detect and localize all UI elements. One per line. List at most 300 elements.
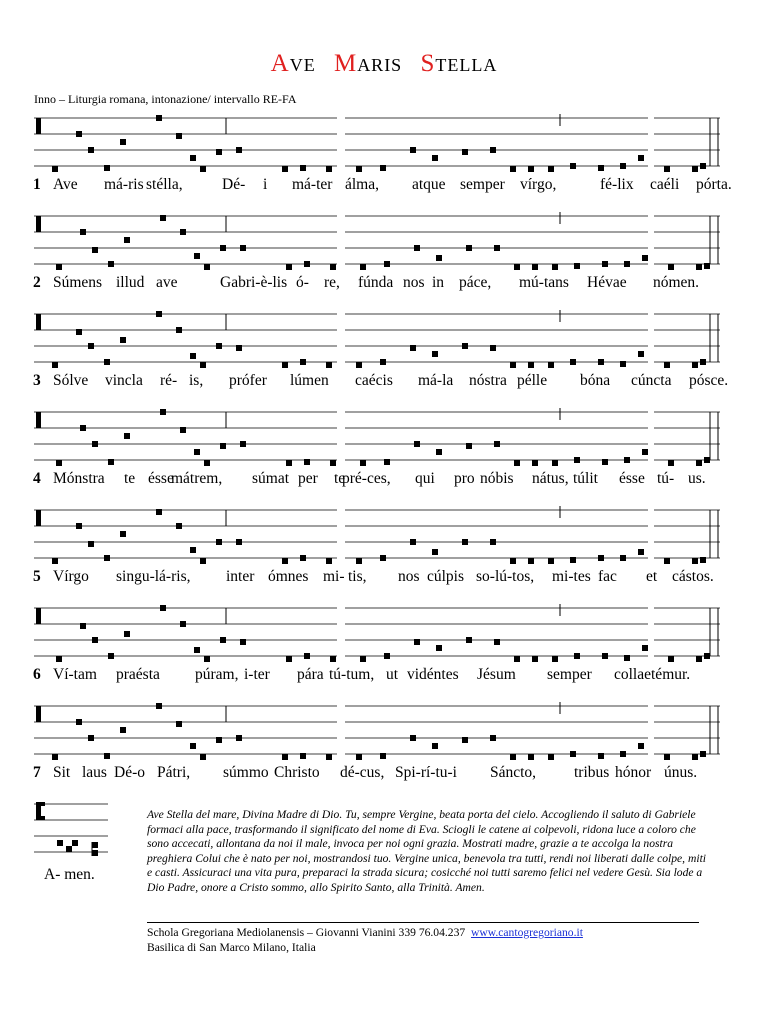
neume-note: [330, 656, 336, 662]
neume-note: [414, 639, 420, 645]
neume-note: [360, 656, 366, 662]
neume-note: [92, 637, 98, 643]
neume-note: [414, 441, 420, 447]
staff: [0, 406, 768, 466]
neume-note: [356, 362, 362, 368]
lyric-syllable: Sáncto,: [490, 764, 537, 781]
lyric-syllable: má-la: [418, 372, 454, 389]
footer-divider: [147, 922, 699, 923]
neume-note: [56, 460, 62, 466]
subtitle: Inno – Liturgia romana, intonazione/ intervallo RE-FA: [34, 92, 297, 106]
neume-note: [570, 557, 576, 563]
neume-note: [624, 457, 630, 463]
neume-note: [436, 449, 442, 455]
neume-note: [216, 149, 222, 155]
neume-note: [160, 605, 166, 611]
lyric-syllable: collaetémur.: [614, 666, 691, 683]
neume-note: [700, 751, 706, 757]
neume-note: [638, 351, 644, 357]
neume-note: [602, 459, 608, 465]
neume-note: [326, 166, 332, 172]
neume-note: [570, 751, 576, 757]
neume-note: [532, 460, 538, 466]
neume-note: [638, 549, 644, 555]
neume-note: [286, 656, 292, 662]
neume-note: [700, 557, 706, 563]
neume-note: [494, 441, 500, 447]
neume-note: [466, 443, 472, 449]
website-link[interactable]: www.cantogregoriano.it: [471, 926, 583, 939]
lyric-syllable: caéli: [650, 176, 680, 193]
lyric-syllable: nos: [398, 568, 420, 585]
lyric-syllable: et: [646, 568, 658, 585]
neume-note: [668, 460, 674, 466]
chant-system: [0, 602, 768, 700]
lyric-syllable: ésse: [619, 470, 645, 487]
neume-note: [282, 362, 288, 368]
lyric-syllable: mú-tans: [519, 274, 569, 291]
neume-note: [692, 166, 698, 172]
neume-note: [240, 639, 246, 645]
lyric-syllable: te: [334, 470, 346, 487]
lyric-syllable: ut: [386, 666, 399, 683]
neume-note: [156, 115, 162, 121]
lyric-syllable: súmmo: [223, 764, 269, 781]
lyric-syllable: prófer: [229, 372, 267, 389]
lyric-syllable: Ave: [53, 176, 78, 193]
neume-note: [52, 754, 58, 760]
lyric-syllable: vírgo,: [520, 176, 557, 193]
lyric-syllable: stélla,: [146, 176, 183, 193]
neume-note: [384, 653, 390, 659]
neume-note: [240, 441, 246, 447]
lyric-syllable: Súmens: [53, 274, 103, 291]
lyric-syllable: caécis: [355, 372, 393, 389]
neume-note: [200, 362, 206, 368]
neume-note: [380, 165, 386, 171]
amen-staff-svg: [0, 798, 130, 868]
lyric-syllable: únus.: [664, 764, 698, 781]
neume-note: [664, 558, 670, 564]
lyric-syllable: ave: [156, 274, 178, 291]
verse-number: 7: [33, 764, 41, 781]
neume-note: [104, 555, 110, 561]
neume-note: [528, 558, 534, 564]
neume-note: [696, 264, 702, 270]
lyric-syllable: Pátri,: [157, 764, 191, 781]
neume-note: [120, 727, 126, 733]
lyric-syllable: bóna: [580, 372, 611, 389]
neume-note: [326, 754, 332, 760]
neume-note: [160, 409, 166, 415]
neume-note: [200, 754, 206, 760]
neume-note: [598, 359, 604, 365]
neume-note: [216, 343, 222, 349]
neume-note: [410, 345, 416, 351]
neume-note: [124, 237, 130, 243]
neume-note: [692, 754, 698, 760]
lyric-syllable: fúnda: [358, 274, 394, 291]
neume-note: [356, 558, 362, 564]
neume-note: [286, 460, 292, 466]
neume-note: [80, 623, 86, 629]
lyric-syllable: súmat: [252, 470, 290, 487]
lyric-syllable: pré-ces,: [342, 470, 391, 487]
neume-note: [104, 753, 110, 759]
neume-note: [304, 653, 310, 659]
neume-note: [326, 362, 332, 368]
verse-number: 1: [33, 176, 41, 193]
neume-note: [356, 166, 362, 172]
lyric-syllable: inter: [226, 568, 255, 585]
do-clef-icon: [36, 706, 41, 722]
neume-note: [176, 133, 182, 139]
neume-note: [200, 166, 206, 172]
staff: [0, 700, 768, 760]
lyric-syllable: vidéntes: [407, 666, 459, 683]
neume-note: [570, 359, 576, 365]
lyric-syllable: dé-cus,: [340, 764, 385, 781]
lyric-syllable: illud: [116, 274, 145, 291]
neume-note: [380, 555, 386, 561]
chant-system: [0, 700, 768, 798]
neume-note: [624, 655, 630, 661]
lyric-syllable: túlit: [573, 470, 598, 487]
footer-credit: Schola Gregoriana Mediolanensis – Giovanni Vianini 339 76.04.237: [147, 926, 466, 939]
neume-note: [638, 743, 644, 749]
lyric-syllable: Sit: [53, 764, 71, 781]
do-clef-icon: [36, 118, 41, 134]
lyric-syllable: Gabri-è-lis: [220, 274, 288, 291]
neume-note: [220, 443, 226, 449]
staff: [0, 308, 768, 368]
neume-note: [220, 245, 226, 251]
neume-note: [664, 166, 670, 172]
neume-note: [176, 721, 182, 727]
neume-note: [602, 261, 608, 267]
neume-note: [466, 245, 472, 251]
neume-note: [190, 353, 196, 359]
neume-note: [602, 653, 608, 659]
lyric-syllable: re,: [324, 274, 340, 291]
neume-note: [704, 653, 710, 659]
neume-note: [552, 460, 558, 466]
neume-note: [548, 558, 554, 564]
neume-note: [108, 459, 114, 465]
neume-note: [304, 459, 310, 465]
lyric-syllable: má-ter: [292, 176, 333, 193]
lyric-syllable: ó-: [296, 274, 309, 291]
lyric-syllable: Hévae: [587, 274, 627, 291]
neume-note: [514, 656, 520, 662]
lyric-syllable: nóbis: [480, 470, 514, 487]
neume-note: [462, 737, 468, 743]
neume-note: [692, 558, 698, 564]
neume-note: [176, 327, 182, 333]
neume-note: [700, 163, 706, 169]
chant-system: [0, 504, 768, 602]
lyric-syllable: Ví-tam: [53, 666, 97, 683]
neume-note: [432, 351, 438, 357]
lyric-syllable: ésse: [148, 470, 174, 487]
lyric-syllable: us.: [688, 470, 706, 487]
do-clef-icon: [36, 412, 41, 428]
neume-note: [528, 166, 534, 172]
neume-note: [490, 147, 496, 153]
neume-note: [380, 359, 386, 365]
neume-note: [620, 555, 626, 561]
footer-address: Basilica di San Marco Milano, Italia: [147, 941, 316, 954]
neume-note: [574, 653, 580, 659]
neume-note: [598, 555, 604, 561]
chant-system: [0, 406, 768, 504]
neume-note: [104, 359, 110, 365]
neume-note: [510, 166, 516, 172]
neume-note: [92, 247, 98, 253]
neume-note: [462, 343, 468, 349]
lyric-syllable: cúlpis: [427, 568, 465, 585]
neume-note: [642, 645, 648, 651]
lyric-syllable: Mónstra: [53, 470, 105, 487]
neume-note: [638, 155, 644, 161]
neume-note: [76, 131, 82, 137]
lyric-syllable: is,: [189, 372, 204, 389]
neume-note: [76, 719, 82, 725]
neume-note: [548, 166, 554, 172]
neume-note: [304, 261, 310, 267]
neume-note: [668, 264, 674, 270]
lyric-syllable: má-ris: [104, 176, 144, 193]
lyric-syllable: Vírgo: [53, 568, 89, 585]
staff: [0, 504, 768, 564]
neume-note: [494, 639, 500, 645]
neume-note: [220, 637, 226, 643]
do-clef-icon: [36, 314, 41, 330]
neume-note: [176, 523, 182, 529]
neume-note: [384, 261, 390, 267]
lyric-syllable: pro: [454, 470, 475, 487]
neume-note: [410, 147, 416, 153]
lyric-syllable: cúncta: [631, 372, 672, 389]
neume-note: [104, 165, 110, 171]
neume-note: [704, 457, 710, 463]
neume-note: [204, 460, 210, 466]
lyric-syllable: pélle: [517, 372, 548, 389]
neume-note: [490, 345, 496, 351]
neume-note: [466, 637, 472, 643]
lyric-syllable: nátus,: [532, 470, 569, 487]
neume-note: [88, 735, 94, 741]
lyric-syllable: púram,: [195, 666, 239, 683]
neume-note: [204, 264, 210, 270]
lyric-syllable: laus: [82, 764, 107, 781]
verse-number: 3: [33, 372, 41, 389]
neume-note: [108, 653, 114, 659]
neume-note: [462, 539, 468, 545]
neume-note: [52, 362, 58, 368]
lyric-syllable: páce,: [459, 274, 492, 291]
chant-system: [0, 308, 768, 406]
lyric-syllable: so-lú-tos,: [476, 568, 535, 585]
do-clef-icon: [36, 608, 41, 624]
neume-note: [410, 539, 416, 545]
lyric-syllable: Christo: [274, 764, 320, 781]
do-clef-icon: [36, 510, 41, 526]
neume-note: [92, 441, 98, 447]
lyric-syllable: vincla: [105, 372, 143, 389]
neume-note: [642, 255, 648, 261]
chant-system: [0, 210, 768, 308]
neume-note: [620, 361, 626, 367]
neume-note: [240, 245, 246, 251]
neume-note: [194, 449, 200, 455]
neume-note: [668, 656, 674, 662]
lyric-syllable: mi-: [323, 568, 345, 585]
neume-note: [490, 539, 496, 545]
neume-note: [548, 754, 554, 760]
lyric-syllable: per: [298, 470, 318, 487]
neume-note: [80, 425, 86, 431]
neume-note: [574, 263, 580, 269]
verse-number: 2: [33, 274, 41, 291]
neume-note: [432, 549, 438, 555]
neume-note: [204, 656, 210, 662]
neume-note: [360, 264, 366, 270]
lyric-syllable: i-ter: [244, 666, 270, 683]
lyric-syllable: pósce.: [689, 372, 729, 389]
lyric-syllable: te: [124, 470, 136, 487]
neume-note: [216, 539, 222, 545]
neume-note: [236, 147, 242, 153]
staff: [0, 602, 768, 662]
neume-note: [124, 433, 130, 439]
verse-number: 6: [33, 666, 41, 683]
neume-note: [664, 362, 670, 368]
neume-note: [696, 656, 702, 662]
neume-note: [696, 460, 702, 466]
lyric-syllable: Jésum: [477, 666, 516, 683]
neume-note: [286, 264, 292, 270]
neume-note: [76, 329, 82, 335]
neume-note: [432, 155, 438, 161]
neume-note: [432, 743, 438, 749]
neume-note: [194, 253, 200, 259]
lyric-syllable: tú-: [657, 470, 675, 487]
lyric-syllable: nos: [403, 274, 425, 291]
neume-note: [236, 345, 242, 351]
lyric-syllable: tú-tum,: [329, 666, 375, 683]
neume-note: [384, 459, 390, 465]
neume-note: [620, 163, 626, 169]
neume-note: [330, 264, 336, 270]
neume-note: [160, 215, 166, 221]
neume-note: [490, 735, 496, 741]
lyric-syllable: cástos.: [672, 568, 714, 585]
lyric-syllable: singu-lá-ris,: [116, 568, 191, 585]
neume-note: [436, 255, 442, 261]
neume-note: [330, 460, 336, 466]
footer: [147, 925, 583, 955]
lyric-syllable: atque: [412, 176, 446, 193]
neume-note: [190, 547, 196, 553]
neume-note: [552, 656, 558, 662]
neume-note: [120, 337, 126, 343]
lyric-syllable: pára: [297, 666, 324, 683]
neume-note: [88, 343, 94, 349]
neume-note: [514, 264, 520, 270]
staff: [0, 112, 768, 172]
neume-note: [360, 460, 366, 466]
neume-note: [598, 753, 604, 759]
neume-note: [88, 541, 94, 547]
lyric-syllable: i: [263, 176, 268, 193]
neume-note: [380, 753, 386, 759]
lyric-syllable: Dé-o: [114, 764, 145, 781]
neume-note: [532, 656, 538, 662]
neume-note: [704, 263, 710, 269]
chant-system: [0, 112, 768, 210]
neume-note: [124, 631, 130, 637]
neume-note: [88, 147, 94, 153]
lyric-syllable: lúmen: [290, 372, 329, 389]
lyric-syllable: álma,: [345, 176, 379, 193]
neume-note: [190, 743, 196, 749]
neume-note: [216, 737, 222, 743]
neume-note: [282, 754, 288, 760]
lyric-syllable: praésta: [116, 666, 160, 683]
neume-note: [300, 753, 306, 759]
lyric-syllable: semper: [547, 666, 592, 683]
lyric-syllable: Spi-rí-tu-i: [395, 764, 457, 781]
neume-note: [436, 645, 442, 651]
neume-note: [642, 449, 648, 455]
lyric-syllable: ré-: [160, 372, 178, 389]
neume-note: [532, 264, 538, 270]
neume-note: [156, 509, 162, 515]
lyric-syllable: tribus: [574, 764, 610, 781]
neume-note: [598, 165, 604, 171]
neume-note: [410, 735, 416, 741]
neume-note: [326, 558, 332, 564]
neume-note: [510, 754, 516, 760]
neume-note: [120, 139, 126, 145]
neume-note: [528, 754, 534, 760]
neume-note: [300, 165, 306, 171]
lyric-syllable: Dé-: [222, 176, 246, 193]
lyric-syllable: mi-tes: [552, 568, 591, 585]
staff: [0, 210, 768, 270]
lyric-syllable: fac: [598, 568, 617, 585]
lyric-syllable: nómen.: [653, 274, 700, 291]
neume-note: [462, 149, 468, 155]
neume-note: [570, 163, 576, 169]
neume-note: [552, 264, 558, 270]
neume-note: [180, 229, 186, 235]
neume-note: [190, 155, 196, 161]
neume-note: [194, 647, 200, 653]
neume-note: [664, 754, 670, 760]
neume-note: [120, 531, 126, 537]
neume-note: [108, 261, 114, 267]
lyric-syllable: Sólve: [53, 372, 89, 389]
neume-note: [56, 264, 62, 270]
lyric-syllable: mátrem,: [171, 470, 223, 487]
lyric-syllable: semper: [460, 176, 505, 193]
neume-note: [494, 245, 500, 251]
neume-note: [76, 523, 82, 529]
neume-note: [548, 362, 554, 368]
neume-note: [236, 539, 242, 545]
